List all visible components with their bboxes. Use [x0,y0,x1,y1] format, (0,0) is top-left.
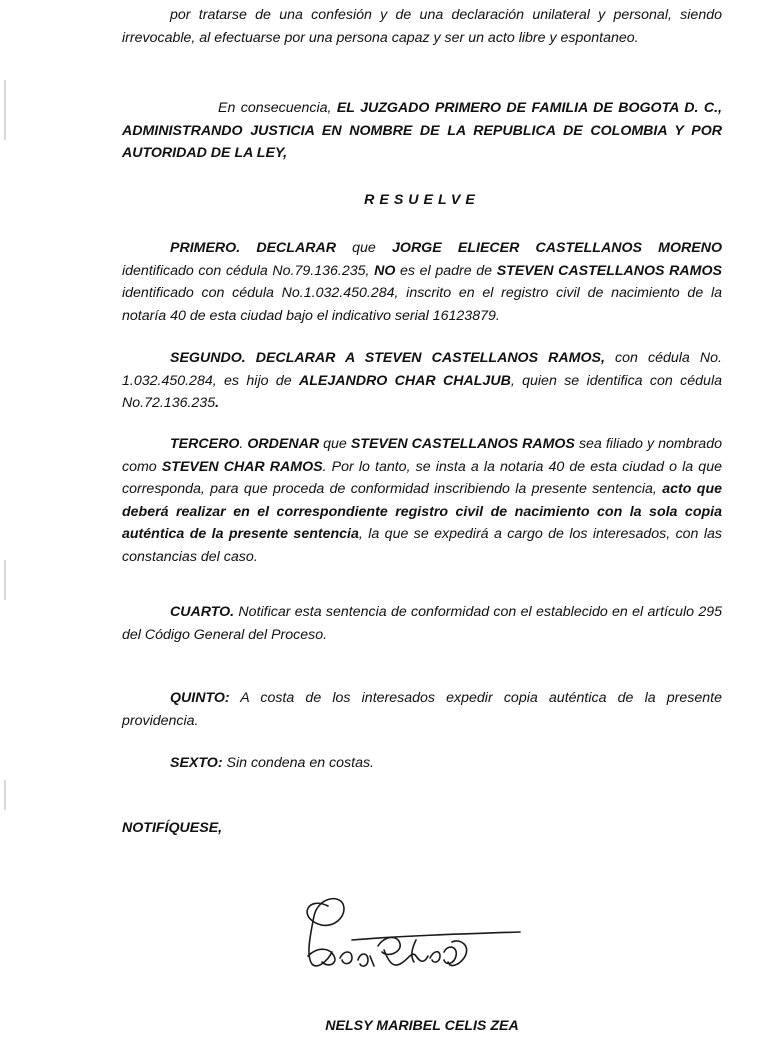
tercero-text: que [319,436,351,452]
resuelve-heading: RESUELVE [364,192,480,208]
tercero-new-name: STEVEN CHAR RAMOS [161,458,323,475]
paragraph-primero [122,237,722,327]
segundo-label: SEGUNDO. DECLARAR A STEVEN CASTELLANOS RAMOS, [170,350,605,366]
handwritten-signature [288,886,528,986]
tercero-bold-clause: acto que deberá realizar en el correspondiente registro civil de nacimiento con la sola copia auténtica de la presente sentencia [122,481,723,543]
primero-text: es el padre de [395,262,497,279]
paragraph-tercero [122,433,722,569]
paragraph-quinto [122,687,722,732]
primero-text: que [335,240,393,256]
sexto-text: Sin condena en costas. [222,755,374,771]
cuarto-text: Notificar esta sentencia de conformidad con el establecido en el artículo 295 del Código General del Proceso. [122,604,722,643]
segundo-name: ALEJANDRO CHAR CHALJUB [299,372,511,389]
paragraph-intro-text: por tratarse de una confesión y de una declaración unilateral y personal, siendo irrevocable, al efectuarse por una persona capaz y ser un acto libre y espontaneo. [122,7,722,46]
segundo-text: , quien se identifica con cédula No.72.136.235 [122,372,722,412]
tercero-text: sea filiado y nombrado como [122,436,722,475]
quinto-label: QUINTO: [170,690,230,706]
primero-text: identificado con cédula No.79.136.235, [122,262,375,279]
paragraph-segundo [122,347,722,415]
primero-name-1: JORGE ELIECER CASTELLANOS MORENO [392,240,722,256]
consecuencia-lead: En consecuencia, [218,100,337,116]
paragraph-intro [122,4,722,49]
tercero-order: ORDENAR [247,436,320,452]
tercero-text: . Por lo tanto, se insta a la notaria 40 de esta ciudad o la que corresponda, para que proceda de conformidad inscribiendo la presente sentencia, [122,458,722,498]
tercero-label: TERCERO [170,436,240,452]
scan-edge-mark [4,780,6,810]
court-name: EL JUZGADO PRIMERO DE FAMILIA DE BOGOTA D. C., ADMINISTRANDO JUSTICIA EN NOMBRE DE LA REPUBLICA DE COLOMBIA Y POR AUTORIDAD DE LA LEY, [122,100,722,162]
segundo-end: . [215,395,220,412]
segundo-text: con cédula No. 1.032.450.284, es hijo de [122,350,722,389]
tercero-text: . [239,436,248,452]
paragraph-sexto [122,752,722,775]
cuarto-label: CUARTO. [170,604,235,620]
notifiquese-heading: NOTIFÍQUESE, [122,820,223,836]
primero-label: PRIMERO. DECLARAR [170,240,336,256]
signer-name: NELSY MARIBEL CELIS ZEA [325,1018,519,1034]
primero-text: identificado con cédula No.1.032.450.284, inscrito en el registro civil de nacimiento de la notaría 40 de esta ciudad bajo el indicativo serial 16123879. [122,285,722,324]
primero-no: NO [374,262,396,279]
scan-edge-mark [4,80,6,140]
scan-edge-mark [4,560,6,600]
paragraph-consecuencia [122,97,722,165]
sexto-label: SEXTO: [170,755,223,771]
tercero-name: STEVEN CASTELLANOS RAMOS [350,436,575,452]
tercero-text: , la que se expedirá a cargo de los interesados, con las constancias del caso. [122,526,722,565]
quinto-text: A costa de los interesados expedir copia auténtica de la presente providencia. [122,690,722,729]
paragraph-cuarto [122,601,722,646]
primero-name-2: STEVEN CASTELLANOS RAMOS [496,262,722,279]
